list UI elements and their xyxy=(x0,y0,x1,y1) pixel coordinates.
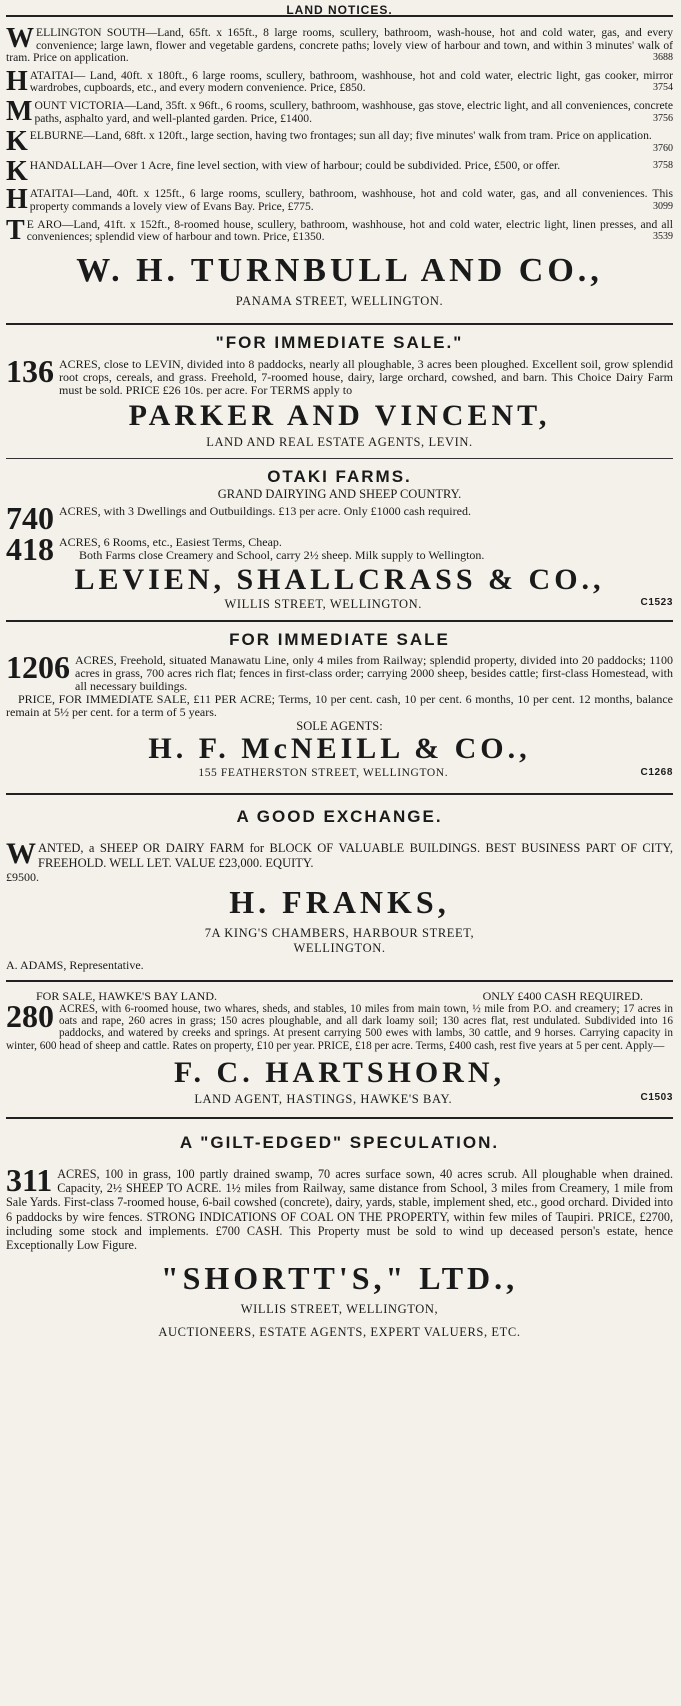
notice-hataitai-2 xyxy=(6,184,673,216)
divider xyxy=(6,458,673,459)
ad-body-parker xyxy=(6,352,673,397)
agent-description-shortt: AUCTIONEERS, ESTATE AGENTS, EXPERT VALUERS, ETC. xyxy=(158,1325,521,1340)
divider xyxy=(6,620,673,622)
notice-kelburne xyxy=(6,126,673,158)
ad-price-mcneill: PRICE, FOR IMMEDIATE SALE, £11 PER ACRE; Terms, 10 per cent. cash, 10 per cent. 6 months, 10 per cent. 12 months, balance remain at 5½ per cent. for a term of 5 years. xyxy=(6,691,673,719)
ad-code: C1503 xyxy=(640,1091,673,1103)
ad-equity-franks: £9500. xyxy=(6,869,39,884)
agent-name-parker: PARKER AND VINCENT, xyxy=(128,398,551,432)
representative: A. ADAMS, Representative. xyxy=(6,957,144,972)
agent-address-levien xyxy=(6,597,673,612)
notice-te-aro xyxy=(6,214,673,246)
ad-title-otaki: OTAKI FARMS. xyxy=(267,466,412,486)
section-header: LAND NOTICES. xyxy=(6,0,673,17)
ad-body-mcneill xyxy=(6,648,673,693)
drop-cap: H xyxy=(6,65,28,97)
acreage-number: 136 xyxy=(6,352,54,389)
acreage-number: 418 xyxy=(6,530,54,567)
ad-text: ACRES, Freehold, situated Manawatu Line, only 4 miles from Railway; splendid property, divided into 20 paddocks; 1100 acres in grass, 700 acres rich flat; fences in first-class order; carrying 2000 sheep, besides cattle; first-class Homestead, with all necessary buildings. xyxy=(75,652,673,693)
ad-text: ACRES, with 3 Dwellings and Outbuildings. £13 per acre. Only £1000 cash required. xyxy=(59,503,471,518)
ad-body-shortt xyxy=(6,1161,673,1252)
agent-address-shortt: WILLIS STREET, WELLINGTON, xyxy=(240,1302,439,1317)
drop-cap: W xyxy=(6,23,34,54)
acreage-number: 740 xyxy=(6,499,54,536)
ad-heading: FOR SALE, HAWKE'S BAY LAND. xyxy=(36,988,217,1003)
agent-address-mcneill xyxy=(6,767,673,779)
ad-body-franks xyxy=(6,836,673,871)
notice-text: ELLINGTON SOUTH—Land, 65ft. x 165ft., 8 large rooms, scullery, bathroom, wash-house, hot and cold water, gas, and every convenience; large lawn, flower and vegetable gardens, concrete paths; lovely view of harbour and town, and within 3 minutes' walk of tram. Price on application. xyxy=(6,26,673,65)
agent-address-franks-1: 7A KING'S CHAMBERS, HARBOUR STREET, xyxy=(204,925,475,940)
notice-khandallah xyxy=(6,156,673,188)
ad-text: Both Farms close Creamery and School, carry 2½ sheep. Milk supply to Wellington. xyxy=(79,547,485,562)
drop-cap: M xyxy=(6,95,33,127)
ad-heading-cash: ONLY £400 CASH REQUIRED. xyxy=(482,988,643,1003)
agent-address-franks-2: WELLINGTON. xyxy=(293,940,386,955)
ad-body-hartshorn xyxy=(6,997,673,1052)
notice-text: E ARO—Land, 41ft. x 152ft., 8-roomed house, scullery, bathroom, washhouse, hot and cold water, electric light, linen presses, and all conveniences; splendid view of harbour and town. Price, £1350. xyxy=(26,217,673,244)
drop-cap: K xyxy=(6,156,28,188)
notice-ref: 3539 xyxy=(653,231,673,243)
acreage-number: 1206 xyxy=(6,648,70,685)
notice-ref: 3099 xyxy=(653,200,673,212)
ad-body-otaki-2 xyxy=(6,530,673,567)
ad-title-mcneill: FOR IMMEDIATE SALE xyxy=(229,629,450,649)
notice-ref: 3754 xyxy=(653,82,673,94)
agent-name-levien: LEVIEN, SHALLCRASS & CO., xyxy=(74,562,605,596)
agent-name-franks: H. FRANKS, xyxy=(229,883,450,920)
acreage-number: 311 xyxy=(6,1161,53,1198)
divider xyxy=(6,793,673,795)
divider xyxy=(6,323,673,325)
notice-text: ATAITAI— Land, 40ft. x 180ft., 6 large rooms, scullery, bathroom, washhouse, hot and cold water, electric light, gas cooker, mirror wardrobes, cupboards, etc., and every modern convenience. Price, £850. xyxy=(29,68,673,95)
address-text: 155 FEATHERSTON STREET, WELLINGTON. xyxy=(198,766,449,779)
land-notices-list xyxy=(6,17,673,244)
notice-text: HANDALLAH—Over 1 Acre, fine level section, with view of harbour; could be subdivided. Price, £500, or offer. xyxy=(29,159,561,173)
ad-text: ACRES, with 6-roomed house, two whares, sheds, and stables, 10 miles from main town, ½ mile from P.O. and creamery; 17 acres in oats and rape, 260 acres in grass; 150 acres ploughable, and all dark loamy soil; 130 acres flat, rest undulated. Subdivided into 16 paddocks, and watered by creeks and springs. At present carrying 500 ewes with lambs, 30 cattle, and 9 horses. Carrying capacity in winter, 600 head of sheep and cattle. Rates on property, £10 per year. PRICE, £18 per acre. Terms, £400 cash, rest five years at 5 per cent. Apply— xyxy=(6,1002,673,1052)
drop-cap: H xyxy=(6,184,28,216)
notice-text: OUNT VICTORIA—Land, 35ft. x 96ft., 6 rooms, scullery, bathroom, washhouse, gas stove, electric light, and all conveniences, concrete paths, asphalto yard, and well-planted garden. Price, £1400. xyxy=(34,98,673,125)
agent-name-hartshorn: F. C. HARTSHORN, xyxy=(173,1055,506,1089)
notice-mount-victoria xyxy=(6,95,673,127)
drop-cap: T xyxy=(6,214,25,246)
drop-cap: W xyxy=(6,836,36,870)
ad-header-hartshorn xyxy=(6,990,673,1003)
acreage-number: 280 xyxy=(6,997,54,1034)
notice-text: ATAITAI—Land, 40ft. x 125ft., 6 large rooms, scullery, bathroom, washhouse, hot and cold water, gas, and all conveniences. This property commands a lovely view of Evans Bay. Price, £775. xyxy=(29,187,673,213)
ad-title-franks: A GOOD EXCHANGE. xyxy=(236,806,443,826)
ad-text: ANTED, a SHEEP OR DAIRY FARM for BLOCK OF VALUABLE BUILDINGS. BEST BUSINESS PART OF CITY, FREEHOLD. WELL LET. VALUE £23,000. EQUITY. xyxy=(38,840,673,870)
notice-ref: 3758 xyxy=(653,160,673,172)
address-text: WILLIS STREET, WELLINGTON. xyxy=(224,596,423,611)
divider xyxy=(6,1117,673,1119)
notice-ref: 3756 xyxy=(653,112,673,124)
notice-ref: 3688 xyxy=(653,52,673,64)
notice-ref: 3760 xyxy=(653,142,673,154)
ad-code: C1523 xyxy=(640,596,673,608)
notice-wellington-south xyxy=(6,23,673,65)
ad-text: ACRES, 6 Rooms, etc., Easiest Terms, Cheap. xyxy=(59,534,282,549)
address-text: LAND AGENT, HASTINGS, HAWKE'S BAY. xyxy=(194,1091,453,1106)
notice-text: ELBURNE—Land, 68ft. x 120ft., large section, having two frontages; sun all day; five minutes' walk from tram. Price on application. xyxy=(29,129,652,143)
ad-text: ACRES, close to LEVIN, divided into 8 paddocks, nearly all ploughable, 3 acres been ploughed. Excellent soil, grow splendid root crops, cereals, and grass. Freehold, 7-roomed house, dairy, large orchard, cowshed, and barn. This Choice Dairy Farm must be sold. PRICE £26 10s. per acre. For TERMS apply to xyxy=(59,356,673,397)
agent-name-turnbull: W. H. TURNBULL AND CO., xyxy=(76,251,603,289)
ad-text: ACRES, 100 in grass, 100 partly drained swamp, 70 acres surface sown, 40 acres scrub. All ploughable when drained. Capacity, 2½ SHEEP TO ACRE. 1½ miles from Railway, same distance from School, 3 miles from Creamery, 1 mile from Sale Yards. First-class 7-roomed house, 6-bail cowshed (concrete), dairy, yards, stable, implement shed, etc., good orchard. Divided into 6 paddocks by wire fences. STRONG INDICATIONS OF COAL ON THE PROPERTY, within few miles of Taupiri. PRICE, £2700, including some stock and implements. £700 CASH. This Property must be sold to wind up deceased person's estate, hence Exceptionally Low Figure. xyxy=(6,1166,673,1252)
drop-cap: K xyxy=(6,126,28,158)
divider xyxy=(6,980,673,982)
agent-name-shortt: "SHORTT'S," LTD., xyxy=(160,1260,519,1297)
ad-body-otaki-1 xyxy=(6,499,673,536)
agent-address-hartshorn xyxy=(6,1092,673,1107)
ad-subtitle-otaki: GRAND DAIRYING AND SHEEP COUNTRY. xyxy=(217,486,462,501)
ad-title-shortt: A "GILT-EDGED" SPECULATION. xyxy=(179,1132,500,1152)
notice-hataitai-1 xyxy=(6,65,673,97)
sole-agents-label: SOLE AGENTS: xyxy=(296,718,383,733)
agent-address-turnbull: PANAMA STREET, WELLINGTON. xyxy=(235,293,444,308)
agent-address-parker: LAND AND REAL ESTATE AGENTS, LEVIN. xyxy=(206,434,473,449)
ad-code: C1268 xyxy=(640,766,673,778)
agent-name-mcneill: H. F. McNEILL & CO., xyxy=(148,731,531,765)
ad-title-parker: "FOR IMMEDIATE SALE." xyxy=(215,332,464,352)
